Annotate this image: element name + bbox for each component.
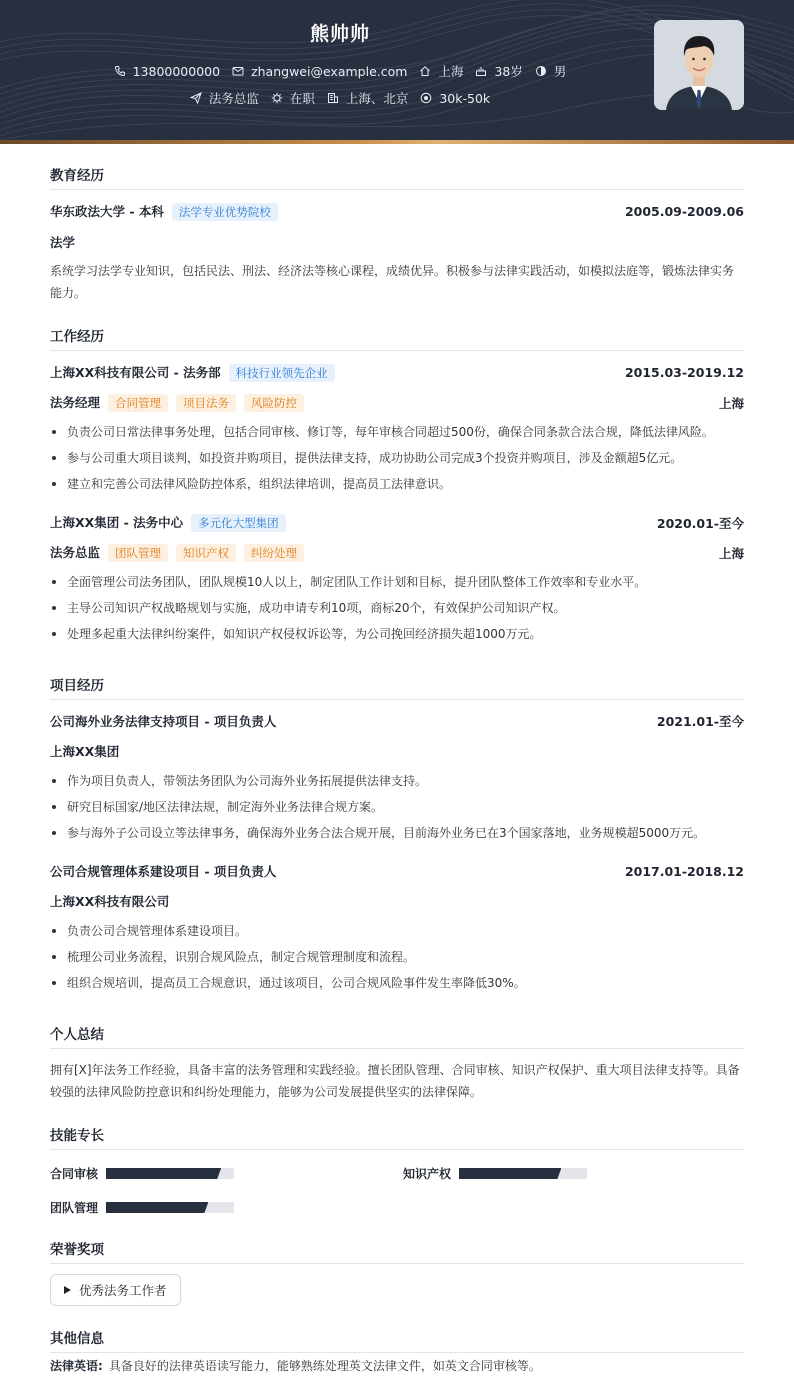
- job-2-header: [50, 513, 744, 532]
- education-school-line: [50, 202, 278, 221]
- job-1-skill-tag: 合同管理: [108, 394, 168, 412]
- skill-bar: [106, 1202, 234, 1213]
- job-1-tag: 科技行业领先企业: [229, 364, 335, 382]
- resume-header: [0, 0, 794, 140]
- list-item: 全面管理公司法务团队，团队规模10人以上，制定团队工作计划和目标，提升团队整体工作效率和专业水平。: [50, 569, 744, 595]
- contact-row-1: [0, 62, 680, 80]
- job-2-date: 2020.01-至今: [656, 515, 744, 531]
- gender-text: 男: [553, 64, 567, 79]
- job-2-tag: 多元化大型集团: [191, 514, 286, 532]
- age-icon: [475, 65, 487, 77]
- job-2-position-line: [50, 543, 304, 562]
- job-2-position: 法务总监: [50, 545, 101, 560]
- home-icon: [419, 65, 431, 77]
- phone-icon: [114, 65, 126, 77]
- skills-section-title: 技能专长: [50, 1124, 744, 1150]
- job-1-header: [50, 363, 744, 382]
- email-text: zhangwei@example.com: [251, 63, 408, 79]
- job-1-position-row: [50, 393, 744, 412]
- skill-bar: [459, 1168, 587, 1179]
- phone-text: 13800000000: [132, 63, 221, 79]
- list-item: 建立和完善公司法律风险防控体系，组织法律培训，提高员工法律意识。: [50, 471, 744, 497]
- status-icon: [271, 92, 283, 104]
- list-item: 组织合规培训，提高员工合规意识，通过该项目，公司合规风险事件发生率降低30%。: [50, 970, 744, 996]
- education-date: 2005.09-2009.06: [624, 204, 744, 219]
- projects-section-title: 项目经历: [50, 674, 744, 700]
- contact-row-2: [0, 89, 680, 107]
- job-2-company-line: [50, 513, 286, 532]
- mail-icon: [232, 65, 244, 77]
- play-triangle-icon: [64, 1286, 71, 1294]
- project-1-bullets: [50, 768, 744, 846]
- city-item: [419, 62, 463, 80]
- job-2-location: 上海: [718, 545, 744, 561]
- target-city-text: 上海、北京: [345, 91, 409, 106]
- other-info-line: [50, 1355, 744, 1377]
- job-1-company-line: [50, 363, 335, 382]
- skill-bar-fill: [106, 1168, 221, 1179]
- education-major: 法学: [50, 235, 76, 250]
- project-2-org: 上海XX科技有限公司: [50, 894, 170, 909]
- skill-team-management: [50, 1199, 234, 1216]
- project-2-bullets: [50, 918, 744, 996]
- project-2-date: 2017.01-2018.12: [624, 863, 744, 879]
- target-city-item: [327, 89, 409, 107]
- job-2-skill-tag: 知识产权: [176, 544, 236, 562]
- skill-label: 团队管理: [50, 1201, 99, 1215]
- job-2-skill-tag: 纠纷处理: [244, 544, 304, 562]
- skill-label: 合同审核: [50, 1167, 99, 1181]
- list-item: 负责公司日常法律事务处理，包括合同审核、修订等，每年审核合同超过500份，确保合同条款合法合规，降低法律风险。: [50, 419, 744, 445]
- education-entry-header: [50, 202, 744, 221]
- list-item: 参与公司重大项目谈判，如投资并购项目，提供法律支持，成功协助公司完成3个投资并购项目，涉及金额超5亿元。: [50, 445, 744, 471]
- skill-ip: [403, 1165, 587, 1182]
- education-tag: 法学专业优势院校: [172, 203, 278, 221]
- age-text: 38岁: [494, 64, 523, 79]
- list-item: 处理多起重大法律纠纷案件，如知识产权侵权诉讼等，为公司挽回经济损失超1000万元。: [50, 621, 744, 647]
- building-icon: [327, 92, 339, 104]
- job-1-location: 上海: [718, 395, 744, 411]
- skill-contract-review: [50, 1165, 234, 1182]
- list-item: 研究目标国家/地区法律法规，制定海外业务法律合规方案。: [50, 794, 744, 820]
- job-2-position-row: [50, 543, 744, 562]
- list-item: 作为项目负责人，带领法务团队为公司海外业务拓展提供法律支持。: [50, 768, 744, 794]
- job-1-company: 上海XX科技有限公司 - 法务部: [50, 365, 221, 380]
- skill-bar-fill: [459, 1168, 561, 1179]
- education-school: 华东政法大学 - 本科: [50, 204, 164, 219]
- skill-bar: [106, 1168, 234, 1179]
- project-1-date: 2021.01-至今: [656, 714, 744, 729]
- candidate-name: 熊帅帅: [309, 23, 370, 45]
- project-2-header: [50, 862, 744, 880]
- project-2-name: 公司合规管理体系建设项目 - 项目负责人: [50, 864, 277, 879]
- age-item: [475, 62, 522, 80]
- list-item: 负责公司合规管理体系建设项目。: [50, 918, 744, 944]
- job-2-bullets: [50, 569, 744, 647]
- award-item: [50, 1274, 181, 1306]
- work-section-title: 工作经历: [50, 325, 744, 351]
- salary-item: [420, 91, 490, 106]
- job-status-item: [271, 89, 315, 107]
- salary-icon: [420, 92, 432, 104]
- job-2-company: 上海XX集团 - 法务中心: [50, 515, 184, 530]
- profile-photo: [654, 20, 744, 110]
- awards-section-title: 荣誉奖项: [50, 1238, 744, 1264]
- target-position-item: [190, 89, 259, 107]
- target-position-text: 法务总监: [208, 91, 259, 106]
- send-icon: [190, 92, 202, 104]
- job-2-skill-tag: 团队管理: [108, 544, 168, 562]
- project-1-org: 上海XX集团: [50, 744, 120, 759]
- project-1-name: 公司海外业务法律支持项目 - 项目负责人: [50, 714, 277, 729]
- other-section-title: 其他信息: [50, 1327, 744, 1353]
- gender-icon: [535, 65, 547, 77]
- job-1-date: 2015.03-2019.12: [624, 365, 744, 380]
- job-1-position-line: [50, 393, 304, 412]
- header-accent-bar: [0, 140, 794, 144]
- list-item: 主导公司知识产权战略规划与实施，成功申请专利10项，商标20个，有效保护公司知识产权。: [50, 595, 744, 621]
- city-text: 上海: [438, 64, 464, 79]
- project-1-header: [50, 712, 744, 730]
- education-section-title: 教育经历: [50, 164, 744, 190]
- other-info-label: 法律英语:: [50, 1359, 103, 1373]
- job-status-text: 在职: [289, 91, 315, 106]
- list-item: 梳理公司业务流程，识别合规风险点，制定合规管理制度和流程。: [50, 944, 744, 970]
- portrait-avatar: [654, 20, 744, 110]
- job-1-skill-tag: 风险防控: [244, 394, 304, 412]
- job-1-bullets: [50, 419, 744, 497]
- other-info-text: 具备良好的法律英语读写能力，能够熟练处理英文法律文件，如英文合同审核等。: [108, 1359, 541, 1373]
- phone-item: [114, 64, 220, 79]
- job-1-skill-tag: 项目法务: [176, 394, 236, 412]
- skill-label: 知识产权: [403, 1167, 452, 1181]
- gender-item: [535, 62, 567, 80]
- salary-text: 30k-50k: [439, 90, 491, 106]
- email-item: [232, 64, 407, 79]
- summary-section-title: 个人总结: [50, 1023, 744, 1049]
- list-item: 参与海外子公司设立等法律事务，确保海外业务合法合规开展，目前海外业务已在3个国家落地，业务规模超5000万元。: [50, 820, 744, 846]
- job-1-position: 法务经理: [50, 395, 101, 410]
- skill-bar-fill: [106, 1202, 208, 1213]
- award-label: 优秀法务工作者: [79, 1283, 167, 1298]
- summary-text: 拥有[X]年法务工作经验，具备丰富的法务管理和实践经验。擅长团队管理、合同审核、知识产权保护、重大项目法律支持等。具备较强的法律风险防控意识和纠纷处理能力，能够为公司发展提供坚实的法律保障。: [50, 1063, 740, 1099]
- education-description: 系统学习法学专业知识，包括民法、刑法、经济法等核心课程，成绩优异。积极参与法律实践活动，如模拟法庭等，锻炼法律实务能力。: [50, 264, 735, 300]
